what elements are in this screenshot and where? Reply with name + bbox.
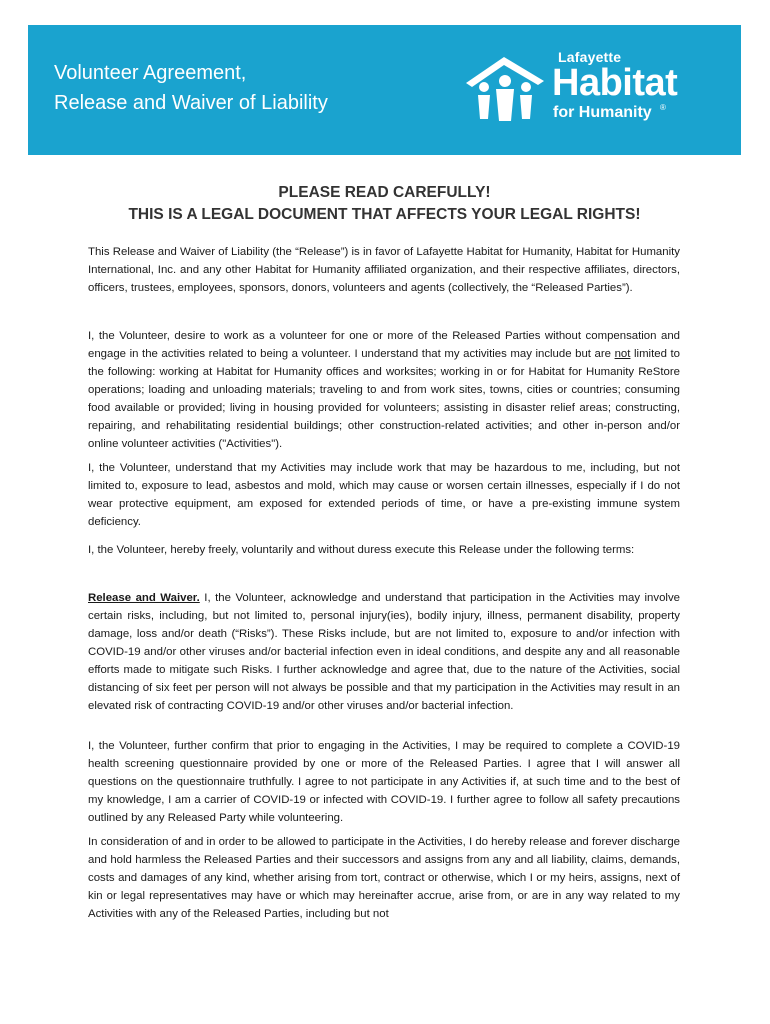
paragraph-covid-screening: I, the Volunteer, further confirm that prior to engaging in the Activities, I may be required to complete a COVID-19 health screening questionnaire provided by one or more of the Released Parties. I agree that I will answer all questions on the questionnaire truthfully. I agree to not participate in any Activities if, at such time and to the best of my knowledge, I am a carrier of COVID-19 or infected with COVID-19. I further agree to follow all safety precautions outlined by any Released Party while volunteering. <box>88 740 680 824</box>
paragraph-terms: I, the Volunteer, hereby freely, voluntarily and without duress execute this Release under the following terms: <box>88 544 635 556</box>
underlined-not: not <box>614 348 631 360</box>
document-title <box>54 58 328 118</box>
release-waiver-label: Release and Waiver. <box>88 592 200 604</box>
title-line-2: Release and Waiver of Liability <box>54 92 328 114</box>
logo-wordmark: Habitat <box>552 62 678 104</box>
logo-subtitle: for Humanity <box>553 104 652 121</box>
warning-heading: PLEASE READ CAREFULLY! <box>278 184 491 201</box>
logo-affiliate-name: Lafayette <box>558 49 622 65</box>
paragraph-hazards: I, the Volunteer, understand that my Activities may include work that may be hazardous to me, including, but not limited to, exposure to lead, asbestos and mold, which may cause or worsen certain illnesses, especially if I do not wear protective equipment, am exposed for extended periods of time, or have a pre-existing immune system deficiency. <box>88 462 680 528</box>
paragraph-discharge: In consideration of and in order to be allowed to participate in the Activities, I do hereby release and forever discharge and hold harmless the Released Parties and their successors and assigns from any and all liability, claims, demands, costs and damages of any kind, whether arising from tort, contract or otherwise, which I or my heirs, assigns, next of kin or legal representatives may have or which may hereinafter accrue, arise from, or are in any way related to my Activities with any of the Released Parties, including but not <box>88 836 680 920</box>
house-people-icon <box>464 53 548 123</box>
activities-text-start: I, the Volunteer, desire to work as a volunteer for one or more of the Released Parties without compensation and engage in the activities related to being a volunteer. I understand that my activities may include but are <box>88 330 680 360</box>
activities-text-end: limited to the following: working at Habitat for Humanity offices and worksites; working in or for Habitat for Humanity ReStore operations; loading and unloading materials; traveling to and from work sites, towns, cities or countries; consuming food available or provided; living in housing provided for volunteers; assisting in disaster relief areas; constructing, repairing, and rehabilitating residential buildings; other construction-related activities; and other in-person and/or online volunteer activities ("Activities"). <box>88 348 681 450</box>
header-banner <box>28 25 741 155</box>
legal-notice-heading: THIS IS A LEGAL DOCUMENT THAT AFFECTS YOUR LEGAL RIGHTS! <box>128 206 641 223</box>
paragraph-activities <box>88 327 680 453</box>
paragraph-release-and-waiver <box>88 589 680 715</box>
title-line-1: Volunteer Agreement, <box>54 62 247 84</box>
habitat-logo <box>464 49 684 129</box>
release-waiver-text: I, the Volunteer, acknowledge and understand that participation in the Activities may involve certain risks, including, but not limited to, personal injury(ies), bodily injury, illness, permanent disability, property damage, loss and/or death (“Risks”). These Risks include, but are not limited to, exposure to and/or infection with COVID-19 and/or other viruses and/or bacterial infection even in ideal conditions, and despite any and all reasonable efforts made to mitigate such Risks. I further acknowledge and agree that, due to the nature of the Activities, social distancing of six feet per person will not always be possible and that my participation in the Activities may result in an elevated risk of contracting COVID-19 and/or other viruses and/or bacterial infection. <box>88 592 680 712</box>
paragraph-released-parties: This Release and Waiver of Liability (the “Release”) is in favor of Lafayette Habitat for Humanity, Habitat for Humanity International, Inc. and any other Habitat for Humanity affiliated organization, and their respective affiliates, directors, officers, trustees, employees, sponsors, donors, volunteers and agents (collectively, the “Released Parties”). <box>88 246 680 294</box>
registered-mark: ® <box>660 103 666 112</box>
